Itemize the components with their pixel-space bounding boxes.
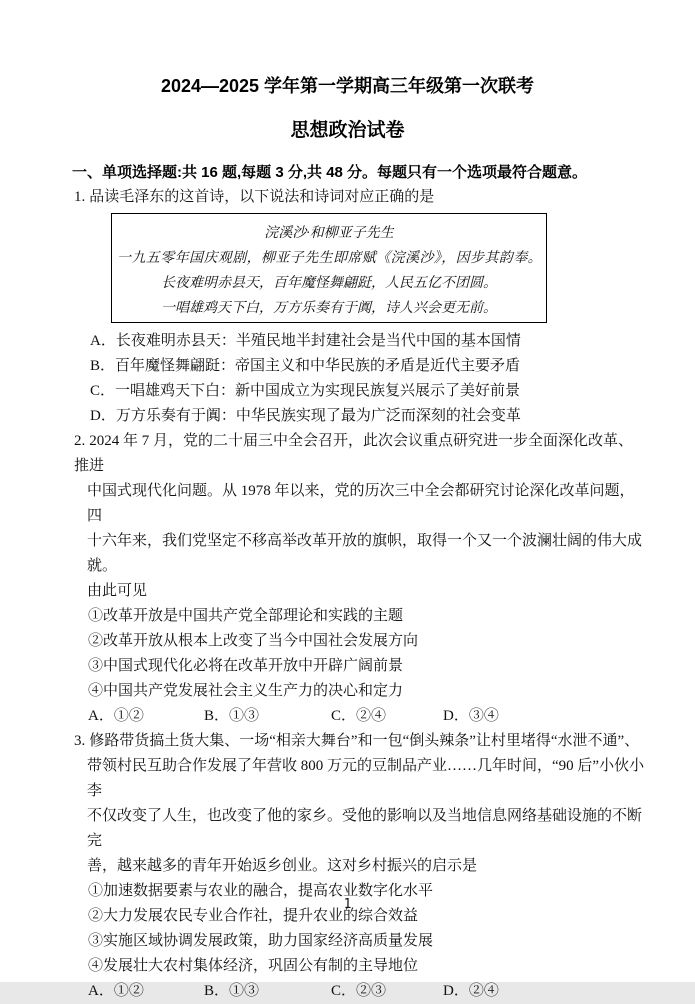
question-2-item-2: ②改革开放从根本上改变了当今中国社会发展方向 (88, 633, 419, 649)
question-2-option-c: C．②④ (331, 708, 387, 724)
questions-area (74, 185, 645, 1004)
question-2-options-row (88, 704, 645, 729)
section-header: 一、单项选择题:共 16 题,每题 3 分,共 48 分。每题只有一个选项最符合题意。 (72, 164, 588, 181)
question-2-option-d: D．③④ (443, 708, 499, 724)
question-3-option-d: D．②④ (443, 983, 499, 999)
question-2-stem-line-3: 十六年来，我们党坚定不移高举改革开放的旗帜，取得一个又一个波澜壮阔的伟大成就。 (87, 533, 643, 574)
question-3-item-4: ④发展壮大农村集体经济，巩固公有制的主导地位 (88, 958, 419, 974)
question-3-option-a: A．①② (88, 983, 144, 999)
question-3-stem-line-4: 善，越来越多的青年开始返乡创业。这对乡村振兴的启示是 (87, 858, 478, 874)
question-3-stem-text-1: 修路带货搞土货大集、一场“相亲大舞台”和一包“倒头辣条”让村里堵得“水泄不通”、 (89, 733, 640, 749)
question-3-item-1: ①加速数据要素与农业的融合，提高农业数字化水平 (88, 883, 434, 899)
question-1-number: 1. (74, 189, 86, 205)
paper-title: 2024—2025 学年第一学期高三年级第一次联考 (160, 76, 535, 96)
question-2-number: 2. (74, 433, 86, 449)
page-number: 1 (343, 897, 352, 912)
question-2-item-3: ③中国式现代化必将在改革开放中开辟广阔前景 (88, 658, 404, 674)
poem-title: 浣溪沙·和柳亚子先生 (264, 226, 394, 241)
paper-subtitle: 思想政治试卷 (290, 120, 405, 141)
question-3 (74, 729, 645, 1004)
question-2-item-4: ④中国共产党发展社会主义生产力的决心和定力 (88, 683, 404, 699)
question-2-option-a: A．①② (88, 708, 144, 724)
question-3-stem-line-2: 带领村民互助合作发展了年营收 800 万元的豆制品产业……几年时间，“90 后”小伙小李 (87, 758, 645, 799)
question-2-option-b: B．①③ (204, 708, 260, 724)
poem-line-2: 一唱雄鸡天下白，万方乐奏有于阗，诗人兴会更无前。 (161, 301, 497, 316)
question-1-option-b: B．百年魔怪舞翩跹：帝国主义和中华民族的矛盾是近代主要矛盾 (90, 358, 521, 374)
question-3-stem-line-1 (74, 729, 645, 754)
question-3-item-3: ③实施区域协调发展政策，助力国家经济高质量发展 (88, 933, 434, 949)
question-3-option-c: C．②③ (331, 983, 387, 999)
question-2 (74, 429, 645, 729)
poem-box (111, 213, 547, 323)
question-1-stem-text: 品读毛泽东的这首诗，以下说法和诗词对应正确的是 (89, 189, 435, 205)
question-3-option-b: B．①③ (204, 983, 260, 999)
question-2-stem-text-1: 2024 年 7 月，党的二十届三中全会召开，此次会议重点研究进一步全面深化改革、推进 (74, 433, 634, 474)
poem-preface: 一九五零年国庆观剧，柳亚子先生即席赋《浣溪沙》，因步其韵奉。 (117, 251, 542, 266)
question-3-stem-line-3: 不仅改变了人生，也改变了他的家乡。受他的影响以及当地信息网络基础设施的不断完 (87, 808, 643, 849)
question-1 (74, 185, 645, 429)
poem-line-1: 长夜难明赤县天，百年魔怪舞翩跹，人民五亿不团圆。 (161, 276, 497, 291)
question-3-item-2: ②大力发展农民专业合作社，提升农业的综合效益 (88, 908, 419, 924)
question-2-item-1: ①改革开放是中国共产党全部理论和实践的主题 (88, 608, 404, 624)
question-2-stem-line-1 (74, 429, 645, 479)
question-1-option-c: C．一唱雄鸡天下白：新中国成立为实现民族复兴展示了美好前景 (90, 383, 521, 399)
question-1-option-d: D．万方乐奏有于阗：中华民族实现了最为广泛而深刻的社会变革 (90, 408, 521, 424)
question-1-stem (74, 185, 645, 210)
question-3-number: 3. (74, 733, 86, 749)
question-2-stem-line-2: 中国式现代化问题。从 1978 年以来，党的历次三中全会都研究讨论深化改革问题，四 (87, 483, 635, 524)
question-2-stem-line-4: 由此可见 (87, 583, 148, 599)
question-3-options-row (88, 979, 645, 1004)
question-1-option-a: A．长夜难明赤县天：半殖民地半封建社会是当代中国的基本国情 (90, 333, 521, 349)
